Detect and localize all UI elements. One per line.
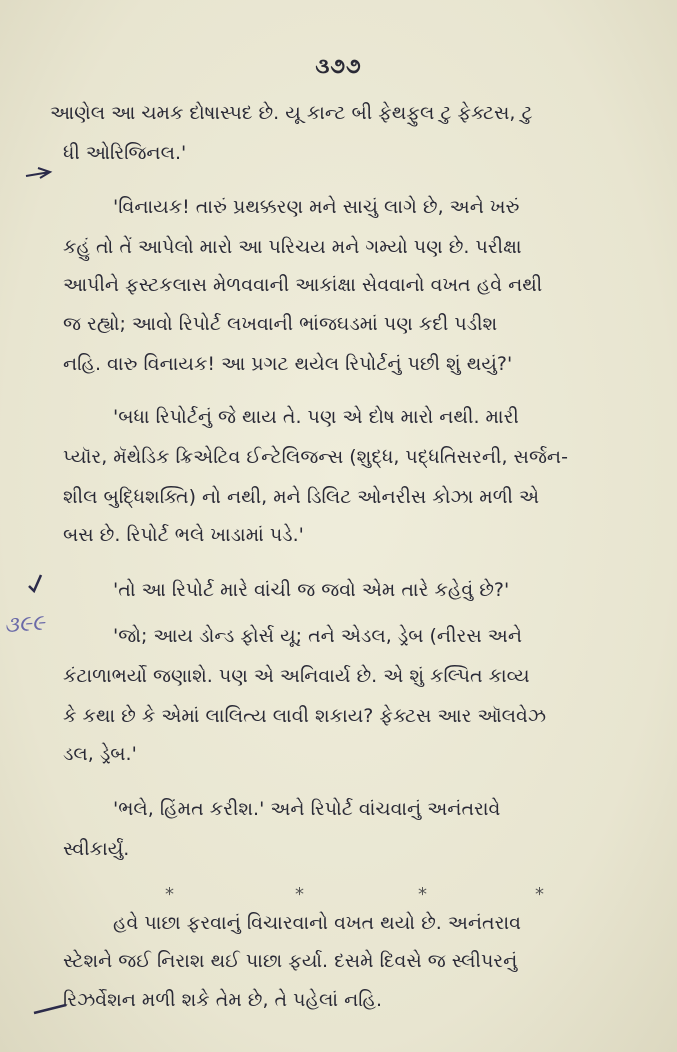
margin-arrow-mark (32, 1001, 72, 1017)
text-line: 'ભલે, હિંમત કરીશ.' અને રિપોર્ટ વાંચવાનું અનંતરાવે (113, 798, 501, 820)
text-line: આણેલ આ ચમક દોષાસ્પદ છે. યૂ કાન્ટ બી ફેથફુલ ટુ ફેક્ટસ, ટુ (50, 102, 533, 124)
text-line: શીલ બુદ્ધિશક્તિ) નો નથી, મને ડિલિટ ઓનરીસ કોઝા મળી એ (63, 486, 540, 508)
text-line: 'વિનાયક! તારું પ્રથક્કરણ મને સાચું લાગે છે, અને ખરું (113, 196, 520, 218)
separator-star: * (165, 884, 174, 905)
text-line: સ્વીકાર્યું. (63, 838, 130, 860)
separator-star: * (295, 884, 304, 905)
text-line: નહિ. વારુ વિનાયક! આ પ્રગટ થયેલ રિપોર્ટનું પછી શું થયું?' (63, 353, 513, 375)
text-line: 'બધા રિપોર્ટનું જે થાય તે. પણ એ દોષ મારો નથી. મારી (113, 406, 519, 428)
text-line: રિઝર્વેશન મળી શકે તેમ છે, તે પહેલાં નહિ. (63, 989, 383, 1011)
margin-handwritten-note: ૩૯૯ (3, 610, 46, 639)
text-line: 'જો; આય ડોન્ડ ફોર્સ યૂ; તને એડલ, ડ્રેબ (નીરસ અને (113, 625, 522, 647)
text-line: ધી ઓરિજિનલ.' (63, 142, 187, 164)
text-line: આપીને ફસ્ટકલાસ મેળવવાની આકાંક્ષા સેવવાનો વખત હવે નથી (63, 274, 543, 296)
text-line: સ્ટેશને જઈ નિરાશ થઈ પાછા ફર્યા. દસમે દિવસે જ સ્લીપરનું (63, 950, 518, 972)
text-line: કહું તો તેં આપેલો મારો આ પરિચય મને ગમ્યો પણ છે. પરીક્ષા (63, 236, 522, 258)
text-line: કે કથા છે કે એમાં લાલિત્ય લાવી શકાય? ફેક્ટસ આર ઑલવેઝ (63, 705, 546, 727)
text-line: ડલ, ડ્રેબ.' (63, 743, 137, 765)
text-line: બસ છે. રિપોર્ટ ભલે ખાડામાં પડે.' (63, 524, 304, 546)
text-line: જ રહ્યો; આવો રિપોર્ટ લખવાની ભાંજઘડમાં પણ કદી પડીશ (63, 313, 498, 335)
margin-arrow-mark (24, 164, 54, 184)
text-line: 'તો આ રિપોર્ટ મારે વાંચી જ જવો એમ તારે કહેવું છે?' (113, 579, 510, 601)
separator-star: * (418, 884, 427, 905)
page-number: ૩૭૭ (315, 54, 362, 78)
text-line: કંટાળાભર્યો જણાશે. પણ એ અનિવાર્ય છે. એ શું કલ્પિત કાવ્ય (63, 665, 530, 687)
text-line: હવે પાછા ફરવાનું વિચારવાનો વખત થયો છે. અનંતરાવ (113, 912, 521, 934)
margin-tick-mark (26, 572, 44, 594)
text-line: પ્યૉર, મૅથેડિક ક્રિએટિવ ઈન્ટેલિજન્સ (શુદ્ધ, પદ્ધતિસરની, સર્જન- (63, 446, 568, 468)
separator-star: * (535, 884, 544, 905)
